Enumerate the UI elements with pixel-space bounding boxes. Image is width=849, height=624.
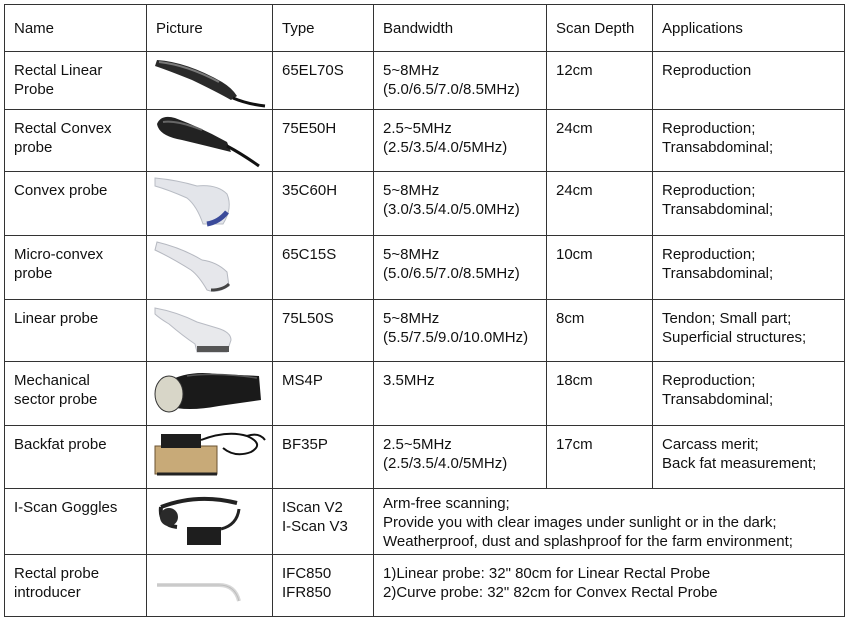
probe-bandwidth: 5~8MHz (3.0/3.5/4.0/5.0MHz) [374,172,547,236]
probe-type: IScan V2 I-Scan V3 [273,489,374,555]
product-description: Arm-free scanning; Provide you with clear images under sunlight or in the dark; Weatherproof, dust and splashproof for the farm environment; [374,489,845,555]
probe-name: Rectal probe introducer [5,555,147,617]
rectal-convex-probe-image [147,110,273,172]
rectal-probe-introducer-image [147,555,273,617]
probe-bandwidth: 5~8MHz (5.0/6.5/7.0/8.5MHz) [374,236,547,300]
micro-convex-probe-image [147,236,273,300]
probe-bandwidth: 5~8MHz (5.5/7.5/9.0/10.0MHz) [374,300,547,362]
probe-name: Convex probe [5,172,147,236]
probe-type: 65EL70S [273,52,374,110]
probe-applications: Reproduction [653,52,845,110]
probe-bandwidth: 2.5~5MHz (2.5/3.5/4.0/5MHz) [374,426,547,489]
probe-name: Rectal Linear Probe [5,52,147,110]
probe-name: Linear probe [5,300,147,362]
probe-bandwidth: 2.5~5MHz (2.5/3.5/4.0/5MHz) [374,110,547,172]
probe-scan-depth: 24cm [547,172,653,236]
table-row [5,489,845,555]
probe-name: Backfat probe [5,426,147,489]
header-type: Type [273,5,374,52]
probe-applications: Reproduction; Transabdominal; [653,362,845,426]
probe-applications: Carcass merit; Back fat measurement; [653,426,845,489]
probe-name: Rectal Convex probe [5,110,147,172]
probe-scan-depth: 8cm [547,300,653,362]
probe-spec-table [4,4,845,617]
probe-type: IFC850 IFR850 [273,555,374,617]
table-row [5,426,845,489]
table-row [5,172,845,236]
probe-type: BF35P [273,426,374,489]
iscan-goggles-image [147,489,273,555]
probe-applications: Reproduction; Transabdominal; [653,236,845,300]
header-scan-depth: Scan Depth [547,5,653,52]
rectal-linear-probe-image [147,52,273,110]
mechanical-sector-probe-image [147,362,273,426]
probe-scan-depth: 18cm [547,362,653,426]
probe-name: I-Scan Goggles [5,489,147,555]
probe-scan-depth: 12cm [547,52,653,110]
probe-bandwidth: 3.5MHz [374,362,547,426]
table-row [5,555,845,617]
probe-applications: Reproduction; Transabdominal; [653,110,845,172]
probe-scan-depth: 10cm [547,236,653,300]
header-row [5,5,845,52]
probe-scan-depth: 24cm [547,110,653,172]
probe-type: 75L50S [273,300,374,362]
probe-applications: Tendon; Small part; Superficial structures; [653,300,845,362]
probe-type: 35C60H [273,172,374,236]
product-description: 1)Linear probe: 32" 80cm for Linear Rectal Probe 2)Curve probe: 32" 82cm for Convex Rectal Probe [374,555,845,617]
table-row [5,110,845,172]
backfat-probe-image [147,426,273,489]
probe-scan-depth: 17cm [547,426,653,489]
probe-name: Mechanical sector probe [5,362,147,426]
probe-bandwidth: 5~8MHz (5.0/6.5/7.0/8.5MHz) [374,52,547,110]
header-picture: Picture [147,5,273,52]
probe-applications: Reproduction; Transabdominal; [653,172,845,236]
header-bandwidth: Bandwidth [374,5,547,52]
table-row [5,300,845,362]
linear-probe-image [147,300,273,362]
header-applications: Applications [653,5,845,52]
table-row [5,52,845,110]
probe-type: 75E50H [273,110,374,172]
convex-probe-image [147,172,273,236]
table-row [5,362,845,426]
probe-type: MS4P [273,362,374,426]
header-name: Name [5,5,147,52]
table-row [5,236,845,300]
probe-type: 65C15S [273,236,374,300]
probe-name: Micro-convex probe [5,236,147,300]
